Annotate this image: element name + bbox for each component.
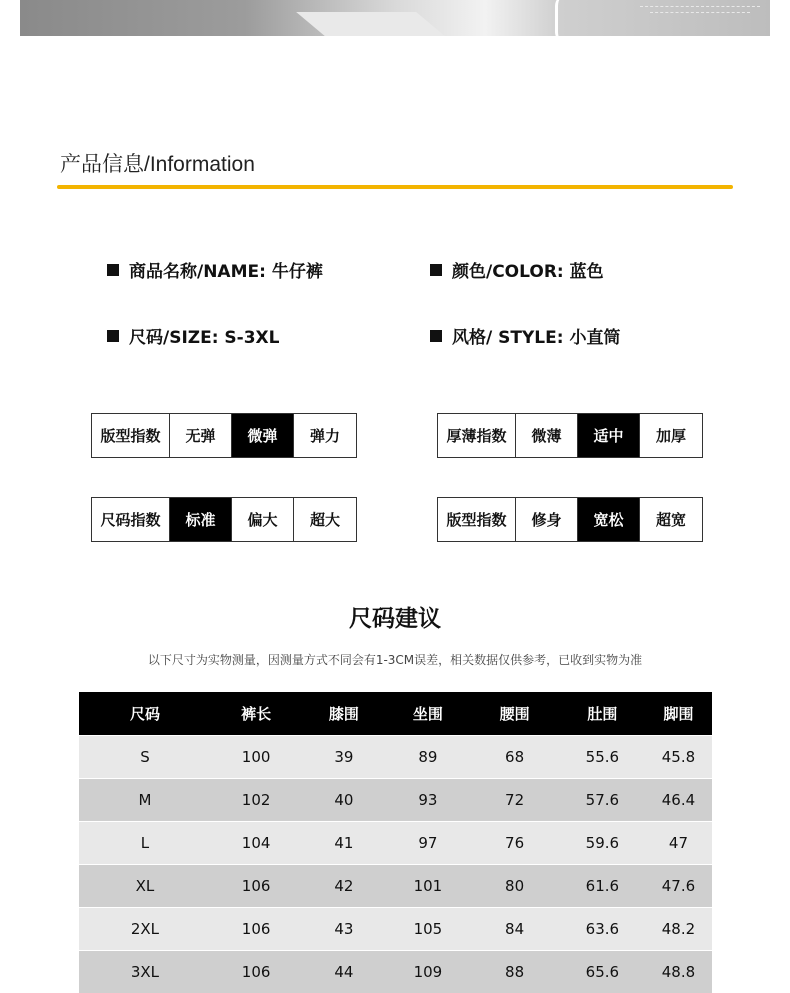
table-cell: 84 bbox=[469, 907, 559, 950]
info-color-text: 颜色/COLOR: 蓝色 bbox=[452, 262, 604, 282]
table-cell: 100 bbox=[211, 735, 301, 778]
index-label: 版型指数 bbox=[92, 414, 170, 457]
index-size-fit bbox=[91, 497, 357, 542]
index-option-selected: 标准 bbox=[170, 498, 232, 541]
table-row bbox=[79, 907, 712, 950]
table-cell: 63.6 bbox=[560, 907, 645, 950]
info-name bbox=[107, 257, 323, 282]
table-cell: 40 bbox=[301, 778, 386, 821]
table-cell: 93 bbox=[386, 778, 469, 821]
table-cell: 89 bbox=[386, 735, 469, 778]
photo-stitch-line bbox=[640, 6, 760, 7]
index-option-selected: 宽松 bbox=[578, 498, 640, 541]
table-cell: 41 bbox=[301, 821, 386, 864]
info-style bbox=[430, 323, 620, 348]
size-advice-note: 以下尺寸为实物测量，因测量方式不同会有1-3CM误差，相关数据仅供参考，已收到实物为准 bbox=[147, 653, 643, 667]
table-cell: 3XL bbox=[79, 950, 211, 993]
table-cell: 59.6 bbox=[560, 821, 645, 864]
table-cell: 55.6 bbox=[560, 735, 645, 778]
table-row bbox=[79, 821, 712, 864]
table-header-row bbox=[79, 692, 712, 735]
index-fit-stretch bbox=[91, 413, 357, 458]
index-option: 加厚 bbox=[640, 414, 702, 457]
table-cell: M bbox=[79, 778, 211, 821]
photo-shadow bbox=[296, 12, 464, 36]
bullet-square-icon bbox=[430, 330, 442, 342]
bullet-square-icon bbox=[107, 264, 119, 276]
table-cell: XL bbox=[79, 864, 211, 907]
table-cell: 105 bbox=[386, 907, 469, 950]
table-cell: 68 bbox=[469, 735, 559, 778]
index-label: 厚薄指数 bbox=[438, 414, 516, 457]
index-option: 超宽 bbox=[640, 498, 702, 541]
table-cell: 80 bbox=[469, 864, 559, 907]
info-style-text: 风格/ STYLE: 小直筒 bbox=[452, 328, 621, 348]
index-label: 版型指数 bbox=[438, 498, 516, 541]
table-cell: 101 bbox=[386, 864, 469, 907]
table-cell: 76 bbox=[469, 821, 559, 864]
table-header-cell: 腰围 bbox=[469, 692, 559, 735]
index-option-selected: 适中 bbox=[578, 414, 640, 457]
size-advice-title: 尺码建议 bbox=[349, 606, 441, 632]
index-option-selected: 微弹 bbox=[232, 414, 294, 457]
table-cell: 106 bbox=[211, 950, 301, 993]
table-cell: 45.8 bbox=[645, 735, 712, 778]
table-header-cell: 肚围 bbox=[560, 692, 645, 735]
index-option: 超大 bbox=[294, 498, 356, 541]
table-cell: 65.6 bbox=[560, 950, 645, 993]
table-header-cell: 尺码 bbox=[79, 692, 211, 735]
index-option: 无弹 bbox=[170, 414, 232, 457]
table-cell: 2XL bbox=[79, 907, 211, 950]
table-cell: 106 bbox=[211, 907, 301, 950]
bullet-square-icon bbox=[430, 264, 442, 276]
index-option: 弹力 bbox=[294, 414, 356, 457]
index-option: 微薄 bbox=[516, 414, 578, 457]
table-cell: 104 bbox=[211, 821, 301, 864]
table-header-cell: 脚围 bbox=[645, 692, 712, 735]
table-row bbox=[79, 778, 712, 821]
table-cell: 97 bbox=[386, 821, 469, 864]
table-row bbox=[79, 735, 712, 778]
table-cell: 47 bbox=[645, 821, 712, 864]
size-table bbox=[79, 692, 712, 993]
table-cell: 42 bbox=[301, 864, 386, 907]
section-underline bbox=[57, 185, 733, 189]
bullet-square-icon bbox=[107, 330, 119, 342]
table-cell: 61.6 bbox=[560, 864, 645, 907]
index-option: 偏大 bbox=[232, 498, 294, 541]
table-cell: 44 bbox=[301, 950, 386, 993]
table-header-cell: 坐围 bbox=[386, 692, 469, 735]
index-thickness bbox=[437, 413, 703, 458]
table-cell: 39 bbox=[301, 735, 386, 778]
info-name-text: 商品名称/NAME: 牛仔裤 bbox=[129, 262, 323, 282]
table-cell: S bbox=[79, 735, 211, 778]
table-cell: 72 bbox=[469, 778, 559, 821]
table-cell: 47.6 bbox=[645, 864, 712, 907]
info-size-text: 尺码/SIZE: S-3XL bbox=[129, 328, 280, 348]
table-cell: 48.2 bbox=[645, 907, 712, 950]
table-cell: 57.6 bbox=[560, 778, 645, 821]
table-header-cell: 膝围 bbox=[301, 692, 386, 735]
section-title: 产品信息/Information bbox=[60, 153, 255, 176]
table-cell: L bbox=[79, 821, 211, 864]
product-photo-strip bbox=[20, 0, 770, 36]
index-fit-width bbox=[437, 497, 703, 542]
info-color bbox=[430, 257, 604, 282]
table-row bbox=[79, 950, 712, 993]
table-cell: 48.8 bbox=[645, 950, 712, 993]
table-cell: 46.4 bbox=[645, 778, 712, 821]
photo-shoe-rim bbox=[555, 0, 572, 36]
photo-stitch-line bbox=[650, 12, 750, 13]
table-cell: 106 bbox=[211, 864, 301, 907]
index-option: 修身 bbox=[516, 498, 578, 541]
table-cell: 43 bbox=[301, 907, 386, 950]
table-cell: 102 bbox=[211, 778, 301, 821]
table-cell: 109 bbox=[386, 950, 469, 993]
info-size bbox=[107, 323, 280, 348]
table-cell: 88 bbox=[469, 950, 559, 993]
table-row bbox=[79, 864, 712, 907]
index-label: 尺码指数 bbox=[92, 498, 170, 541]
table-header-cell: 裤长 bbox=[211, 692, 301, 735]
